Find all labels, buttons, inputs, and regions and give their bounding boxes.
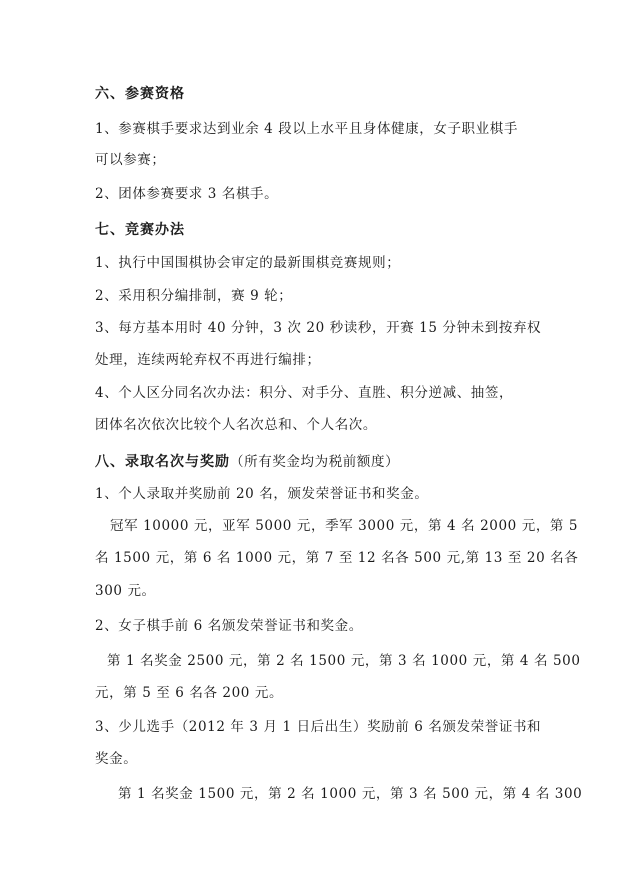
section-8-item-1-detail-line-1: 冠军 10000 元，亚军 5000 元，季军 3000 元，第 4 名 2000 元，第 5	[110, 518, 579, 534]
section-7-item-3-line-2: 处理，连续两轮弃权不再进行编排；	[95, 352, 321, 368]
section-6-item-1-line-2: 可以参赛；	[95, 152, 166, 168]
section-8-heading	[95, 452, 565, 472]
section-8-item-1-detail-line-3: 300 元。	[95, 583, 156, 599]
section-8-item-1: 1、个人录取并奖励前 20 名，颁发荣誉证书和奖金。	[95, 486, 429, 502]
section-8-item-2: 2、女子棋手前 6 名颁发荣誉证书和奖金。	[95, 618, 363, 634]
section-7-item-1: 1、执行中国围棋协会审定的最新围棋竞赛规则；	[95, 255, 401, 271]
section-7-heading: 七、竞赛办法	[95, 222, 185, 238]
section-8-title-note: （所有奖金均为税前额度）	[230, 454, 400, 470]
section-7-item-4-line-2: 团体名次依次比较个人名次总和、个人名次。	[95, 417, 377, 433]
section-6-item-2: 2、团体参赛要求 3 名棋手。	[95, 186, 279, 202]
section-8-item-2-detail-line-2: 元，第 5 至 6 名各 200 元。	[95, 685, 284, 701]
section-7-item-2: 2、采用积分编排制，赛 9 轮；	[95, 288, 293, 304]
section-6-item-1-line-1: 1、参赛棋手要求达到业余 4 段以上水平且身体健康，女子职业棋手	[95, 121, 518, 137]
section-6-heading: 六、参赛资格	[95, 86, 185, 102]
section-8-item-2-detail-line-1: 第 1 名奖金 2500 元，第 2 名 1500 元，第 3 名 1000 元，第 4 名 500	[107, 653, 581, 669]
section-7-item-4-line-1: 4、个人区分同名次办法：积分、对手分、直胜、积分逆减、抽签，	[95, 385, 514, 401]
section-8-item-1-detail-line-2: 名 1500 元，第 6 名 1000 元，第 7 至 12 名各 500 元,第 13 至 20 名各	[95, 550, 579, 566]
section-7-item-3-line-1: 3、每方基本用时 40 分钟，3 次 20 秒读秒，开赛 15 分钟未到按弃权	[95, 320, 542, 336]
section-8-item-3-line-1: 3、少儿选手（2012 年 3 月 1 日后出生）奖励前 6 名颁发荣誉证书和	[95, 719, 542, 735]
section-8-title: 八、录取名次与奖励	[95, 454, 230, 470]
section-8-item-3-detail-line-1: 第 1 名奖金 1500 元，第 2 名 1000 元，第 3 名 500 元，第 4 名 300	[118, 786, 583, 802]
section-8-item-3-line-2: 奖金。	[95, 751, 138, 767]
